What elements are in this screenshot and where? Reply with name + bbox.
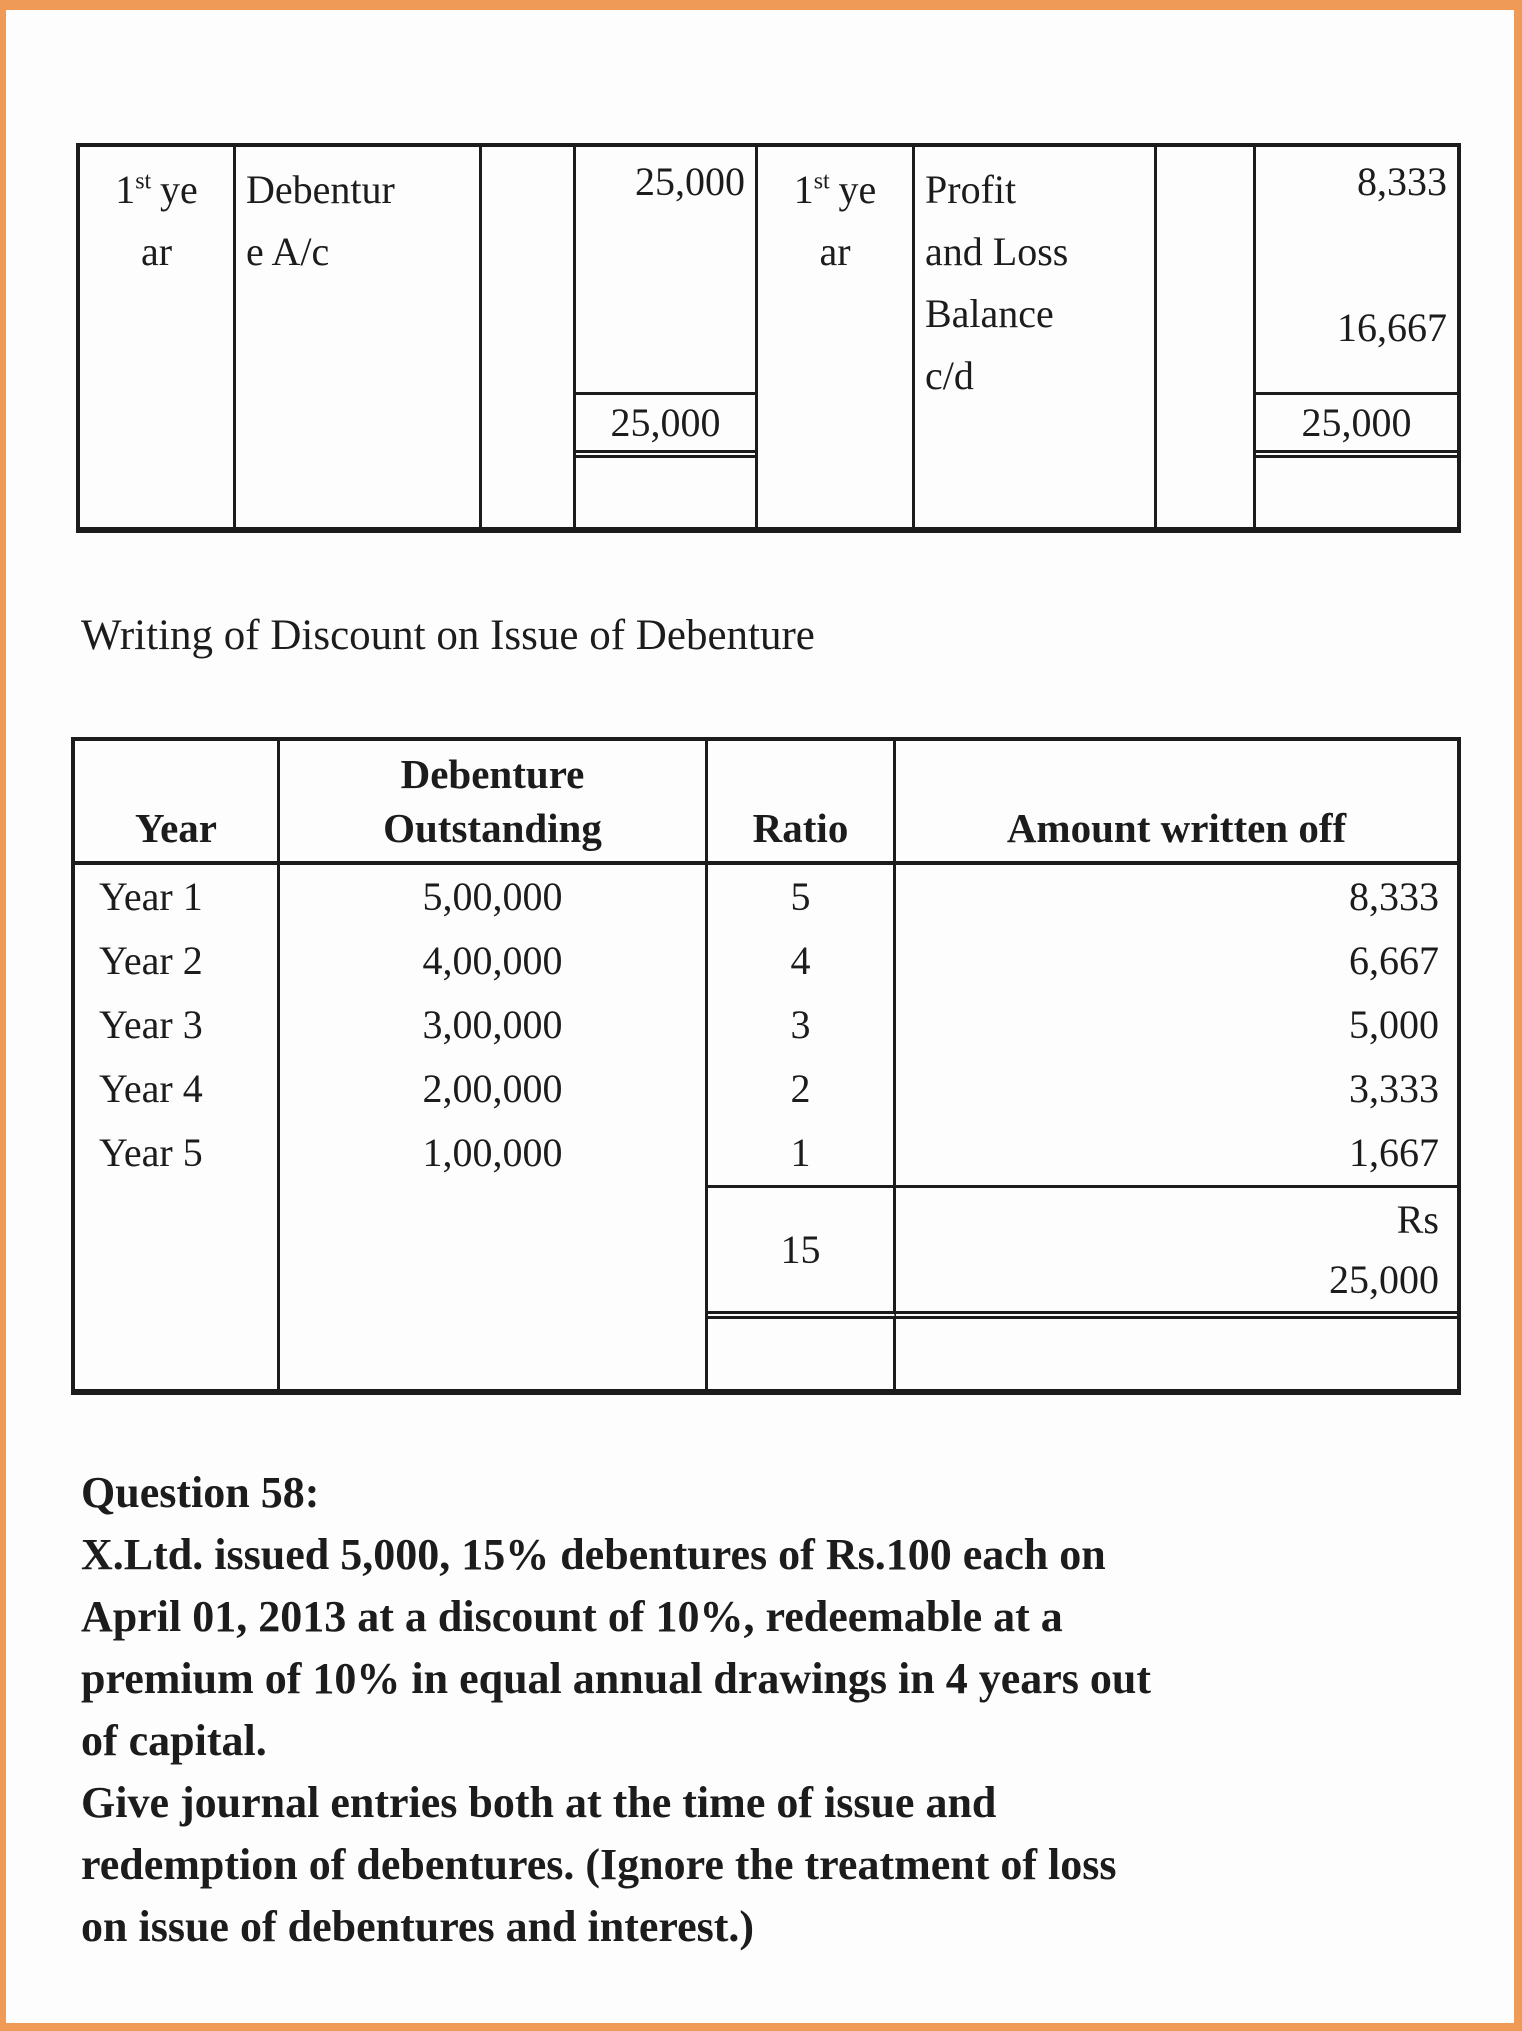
totals-ratio-cell: 15: [708, 1185, 896, 1319]
totals-outstanding-cell: [280, 1185, 708, 1319]
ledger-credit-folio-cell: [1157, 147, 1256, 527]
empty-amount-cell: [896, 1319, 1457, 1389]
amount-cell: 1,667: [1349, 1130, 1439, 1175]
credit-amount: 16,667: [1337, 305, 1447, 350]
question-text-line: Give journal entries both at the time of issue and: [81, 1778, 997, 1827]
outstanding-cell: 3,00,000: [422, 1002, 563, 1047]
outstanding-cell: 4,00,000: [422, 938, 563, 983]
particulars-line: Debentur: [246, 167, 395, 212]
question-text-line: X.Ltd. issued 5,000, 15% debentures of Rs.100 each on: [81, 1530, 1106, 1579]
ledger-debit-amount-cell: [576, 147, 758, 527]
year-cell: Year 3: [99, 1002, 203, 1047]
ledger-credit-amount-cell: [1256, 147, 1457, 527]
totals-year-cell: [75, 1185, 280, 1319]
particulars-line: e A/c: [246, 229, 330, 274]
amount-column: [896, 865, 1457, 1185]
question-block: [81, 1462, 1481, 1958]
question-text-line: of capital.: [81, 1716, 267, 1765]
ledger-account-table: [76, 143, 1461, 533]
empty-year-cell: [75, 1319, 280, 1389]
ledger-credit-period-line1: 1st ye: [793, 167, 877, 212]
discount-schedule-table: [71, 737, 1461, 1395]
ratio-cell: 2: [790, 1066, 811, 1111]
question-text-line: premium of 10% in equal annual drawings in 4 years out: [81, 1654, 1152, 1703]
question-text-line: redemption of debentures. (Ignore the treatment of loss: [81, 1840, 1117, 1889]
outstanding-column: [280, 865, 708, 1185]
ledger-debit-period-cell: [80, 147, 236, 527]
ratio-cell: 4: [790, 938, 811, 983]
question-text-line: on issue of debentures and interest.): [81, 1902, 755, 1951]
empty-ratio-cell: [708, 1319, 896, 1389]
totals-currency: Rs: [1396, 1196, 1439, 1242]
ledger-credit-period-line2: ar: [819, 229, 851, 274]
schedule-header-row: [75, 741, 1457, 865]
amount-cell: 6,667: [1349, 938, 1439, 983]
year-cell: Year 1: [99, 874, 203, 919]
ledger-debit-period-line2: ar: [140, 229, 173, 274]
totals-amount-cell: [896, 1185, 1457, 1319]
ledger-debit-folio-cell: [482, 147, 576, 527]
particulars-line: Profit: [925, 167, 1017, 212]
ratio-cell: 3: [790, 1002, 811, 1047]
year-column: [75, 865, 280, 1185]
amount-cell: 5,000: [1349, 1002, 1439, 1047]
question-title: Question 58:: [81, 1468, 320, 1517]
amount-cell: 3,333: [1349, 1066, 1439, 1111]
header-amount: Amount written off: [1006, 805, 1347, 851]
ledger-credit-particulars-cell: [915, 147, 1157, 527]
particulars-line: and Loss: [925, 229, 1069, 274]
year-cell: Year 4: [99, 1066, 203, 1111]
credit-total-spacer: [1256, 458, 1457, 527]
debit-total: 25,000: [576, 392, 755, 458]
year-cell: Year 2: [99, 938, 203, 983]
outstanding-cell: 5,00,000: [422, 874, 563, 919]
ledger-credit-period-cell: [758, 147, 915, 527]
empty-outstanding-cell: [280, 1319, 708, 1389]
ratio-column: [708, 865, 896, 1185]
credit-total: 25,000: [1256, 392, 1457, 458]
particulars-line: c/d: [925, 353, 974, 398]
ratio-cell: 1: [790, 1130, 811, 1175]
outstanding-cell: 1,00,000: [422, 1130, 563, 1175]
question-text-line: April 01, 2013 at a discount of 10%, redeemable at a: [81, 1592, 1063, 1641]
schedule-totals-row: [75, 1185, 1457, 1319]
schedule-body: [75, 865, 1457, 1185]
outstanding-cell: 2,00,000: [422, 1066, 563, 1111]
ratio-cell: 5: [790, 874, 811, 919]
header-outstanding: Debenture Outstanding: [280, 741, 708, 861]
section-heading: Writing of Discount on Issue of Debenture: [81, 612, 815, 659]
ledger-debit-particulars-cell: [236, 147, 482, 527]
credit-amount: 8,333: [1357, 159, 1447, 204]
header-ratio: Ratio: [708, 741, 896, 861]
debit-amount: 25,000: [635, 159, 745, 204]
particulars-line: Balance: [925, 291, 1054, 336]
amount-cell: 8,333: [1349, 874, 1439, 919]
header-year: Year: [75, 741, 280, 861]
ledger-debit-period-line1: 1st ye: [115, 167, 198, 212]
debit-total-spacer: [576, 458, 755, 527]
schedule-empty-row: [75, 1319, 1457, 1389]
totals-amount: 25,000: [1329, 1256, 1439, 1302]
year-cell: Year 5: [99, 1130, 203, 1175]
